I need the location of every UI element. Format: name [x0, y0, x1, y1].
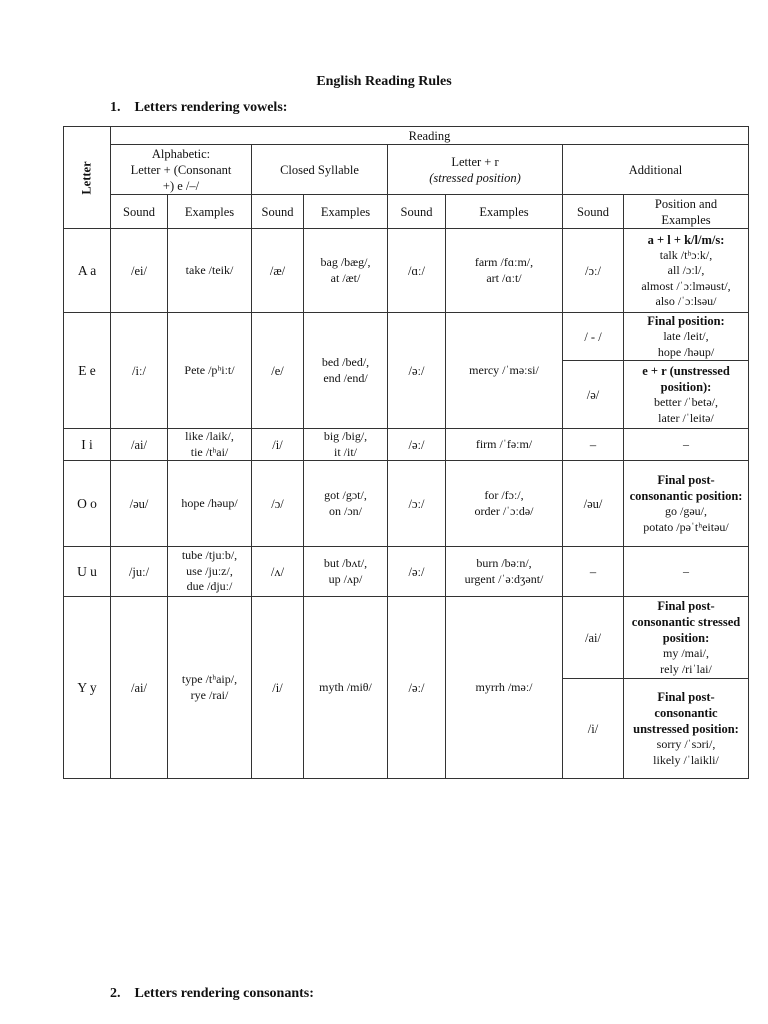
- letter-r-examples: [446, 229, 563, 313]
- alphabetic-header: Alphabetic: Letter + (Consonant +) e /–/: [111, 145, 252, 195]
- table-row: [64, 429, 749, 461]
- alphabetic-sound: /ai/: [111, 597, 168, 779]
- additional-position: [624, 313, 749, 361]
- additional-position: [624, 229, 749, 313]
- letter-r-examples-line: myrrh /məː/: [475, 679, 533, 694]
- closed-examples-line: on /ɔn/: [329, 503, 362, 518]
- position-title: a + l + k/l/m/s:: [647, 232, 725, 247]
- position-example: also /ˈɔːlsəu/: [655, 293, 717, 308]
- closed-examples-line: myth /miθ/: [319, 679, 372, 694]
- closed-examples-line: it /it/: [333, 444, 357, 459]
- closed-examples-line: big /big/,: [323, 429, 368, 444]
- closed-sound: /e/: [252, 313, 304, 429]
- position-title: Final post-consonantic unstressed position:: [633, 690, 739, 737]
- letter-r-examples: [446, 547, 563, 597]
- position-example: likely /ˈlaikli/: [653, 752, 719, 767]
- additional-sound: / - /: [563, 313, 624, 361]
- closed-sound: /ʌ/: [252, 547, 304, 597]
- closed-examples-line: but /bʌt/,: [323, 556, 368, 571]
- additional-position: [624, 547, 749, 597]
- alphabetic-examples: [168, 461, 252, 547]
- letter-r-examples: [446, 429, 563, 461]
- examples-subheader: Examples: [168, 195, 252, 229]
- section-heading-consonants: 2. Letters rendering consonants:: [110, 986, 314, 1001]
- page-title: English Reading Rules: [316, 74, 452, 89]
- alphabetic-examples-line: hope /həup/: [181, 495, 238, 510]
- position-title: Final post-consonantic stressed position:: [631, 599, 741, 646]
- additional-position: [624, 429, 749, 461]
- letter-r-examples: [446, 597, 563, 779]
- closed-examples: [304, 597, 388, 779]
- sound-subheader: Sound: [388, 195, 446, 229]
- alphabetic-examples-line: tie /tʰai/: [190, 444, 229, 459]
- letter-r-sound: /ɑː/: [388, 229, 446, 313]
- alphabetic-examples-line: due /djuː/: [186, 579, 233, 594]
- position-example: –: [683, 436, 689, 451]
- position-examples-subheader: Position and Examples: [624, 195, 749, 229]
- additional-sound: /əu/: [563, 461, 624, 547]
- closed-examples-line: bag /bæg/,: [320, 255, 371, 270]
- additional-position: [624, 597, 749, 679]
- alphabetic-examples-line: rye /rai/: [190, 687, 229, 702]
- closed-examples-line: at /æt/: [330, 270, 361, 285]
- additional-sound: /ai/: [563, 597, 624, 679]
- table-row: [64, 597, 749, 679]
- position-example: rely /riˈlai/: [660, 661, 712, 676]
- additional-sound: –: [563, 429, 624, 461]
- letter-r-examples: [446, 461, 563, 547]
- letter-r-examples-line: burn /bəːn/,: [476, 556, 532, 571]
- letter-r-sound: /əː/: [388, 597, 446, 779]
- letter-r-examples-line: urgent /ˈəːdʒənt/: [464, 571, 544, 586]
- additional-position: [624, 461, 749, 547]
- position-title: Final post-consonantic position:: [629, 473, 743, 504]
- alphabetic-examples-line: take /teik/: [185, 262, 234, 277]
- letter-r-sound: /ɔː/: [388, 461, 446, 547]
- letter-r-sound: /əː/: [388, 547, 446, 597]
- table-row: [64, 313, 749, 361]
- table-row: [64, 229, 749, 313]
- position-example: potato /pəˈtʰeitəu/: [643, 519, 729, 534]
- letter-r-sound: /əː/: [388, 313, 446, 429]
- alphabetic-examples-line: like /laik/,: [185, 429, 234, 444]
- position-example: go /gəu/,: [665, 504, 707, 519]
- table-row: [64, 461, 749, 547]
- alphabetic-sound: /ai/: [111, 429, 168, 461]
- position-example: –: [683, 563, 689, 578]
- alphabetic-examples: [168, 597, 252, 779]
- alphabetic-examples: [168, 313, 252, 429]
- examples-subheader: Examples: [446, 195, 563, 229]
- position-example: later /ˈleitə/: [658, 410, 714, 425]
- position-example: hope /həup/: [657, 344, 715, 359]
- row-letter: Y y: [64, 597, 111, 779]
- position-example: my /mai/,: [663, 646, 709, 661]
- alphabetic-examples-line: tube /tjuːb/,: [181, 548, 238, 563]
- position-example: better /ˈbetə/,: [654, 395, 718, 410]
- position-title: Final position:: [647, 314, 725, 329]
- closed-examples: [304, 429, 388, 461]
- table-body: [64, 229, 749, 779]
- letter-r-examples: [446, 313, 563, 429]
- closed-sound: /i/: [252, 597, 304, 779]
- closed-examples: [304, 313, 388, 429]
- position-example: almost /ˈɔːlməust/,: [641, 278, 731, 293]
- letter-r-examples-line: art /ɑːt/: [486, 270, 522, 285]
- alphabetic-examples: [168, 547, 252, 597]
- row-letter: I i: [64, 429, 111, 461]
- row-letter: O o: [64, 461, 111, 547]
- closed-sound: /i/: [252, 429, 304, 461]
- alphabetic-sound: /iː/: [111, 313, 168, 429]
- closed-syllable-header: Closed Syllable: [252, 145, 388, 195]
- letter-r-examples-line: order /ˈɔːdə/: [474, 503, 534, 518]
- letter-r-examples-line: mercy /ˈməːsi/: [469, 362, 539, 377]
- row-letter: E e: [64, 313, 111, 429]
- vowel-rules-table: [63, 126, 749, 779]
- alphabetic-examples-line: Pete /pʰiːt/: [184, 362, 235, 377]
- row-letter: U u: [64, 547, 111, 597]
- sound-subheader: Sound: [252, 195, 304, 229]
- position-title: e + r (unstressed position):: [642, 364, 730, 395]
- position-example: late /leit/,: [663, 329, 709, 344]
- position-example: sorry /ˈsɔri/,: [656, 737, 716, 752]
- row-letter: A a: [64, 229, 111, 313]
- additional-sound: /i/: [563, 679, 624, 779]
- closed-examples-line: end /end/: [323, 370, 368, 385]
- closed-examples: [304, 229, 388, 313]
- position-example: talk /tʰɔːk/,: [659, 247, 713, 262]
- position-example: all /ɔːl/,: [667, 263, 705, 278]
- letter-r-header: Letter + r (stressed position): [388, 145, 563, 195]
- alphabetic-sound: /ei/: [111, 229, 168, 313]
- alphabetic-examples-line: type /tʰaip/,: [181, 672, 238, 687]
- letter-r-examples-line: for /fɔː/,: [484, 488, 524, 503]
- reading-header: Reading: [111, 127, 749, 145]
- closed-examples: [304, 547, 388, 597]
- sound-subheader: Sound: [563, 195, 624, 229]
- additional-position: [624, 361, 749, 429]
- closed-examples-line: bed /bed/,: [321, 355, 370, 370]
- closed-examples-line: got /gɔt/,: [324, 488, 367, 503]
- letter-r-examples-line: firm /ˈfəːm/: [475, 436, 533, 451]
- letter-r-sound: /əː/: [388, 429, 446, 461]
- additional-sound: /ɔː/: [563, 229, 624, 313]
- alphabetic-sound: /juː/: [111, 547, 168, 597]
- examples-subheader: Examples: [304, 195, 388, 229]
- sound-subheader: Sound: [111, 195, 168, 229]
- alphabetic-sound: /əu/: [111, 461, 168, 547]
- additional-sound: –: [563, 547, 624, 597]
- section-heading-vowels: 1. Letters rendering vowels:: [110, 100, 288, 115]
- closed-sound: /æ/: [252, 229, 304, 313]
- letter-column-header: Letter: [64, 127, 111, 229]
- closed-examples: [304, 461, 388, 547]
- additional-header: Additional: [563, 145, 749, 195]
- alphabetic-examples: [168, 429, 252, 461]
- letter-r-examples-line: farm /fɑːm/,: [474, 255, 534, 270]
- alphabetic-examples: [168, 229, 252, 313]
- closed-sound: /ɔ/: [252, 461, 304, 547]
- alphabetic-examples-line: use /juːz/,: [186, 563, 233, 578]
- additional-sound: /ə/: [563, 361, 624, 429]
- table-row: [64, 547, 749, 597]
- additional-position: [624, 679, 749, 779]
- closed-examples-line: up /ʌp/: [328, 571, 363, 586]
